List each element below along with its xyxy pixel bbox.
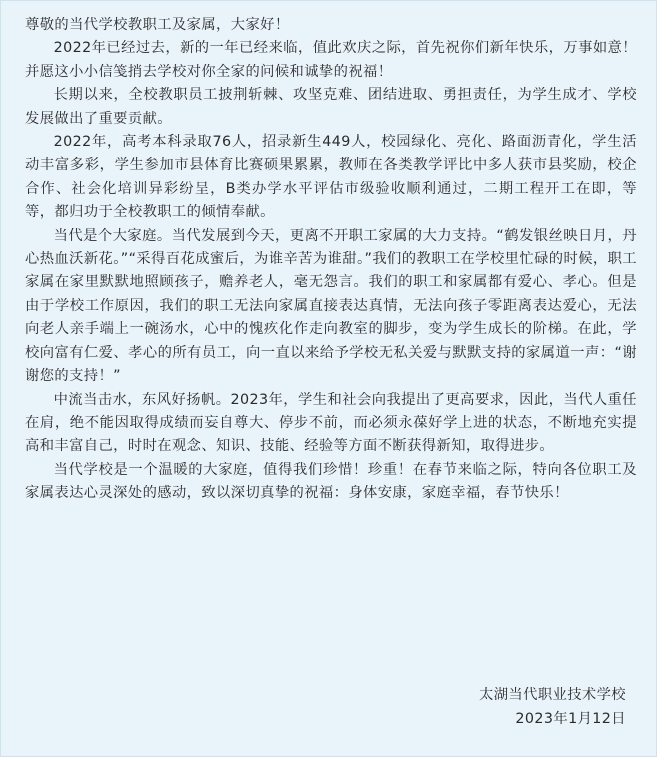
paragraph: 当代学校是一个温暖的大家庭，值得我们珍惜！珍重！在春节来临之际，特向各位职工及家属表达心灵深处的感动，致以深切真挚的祝福：身体安康，家庭幸福，春节快乐！ [25,461,637,502]
signature-organization: 太湖当代职业技术学校 [479,687,626,703]
paragraph: 中流当击水，东风好扬帆。2023年，学生和社会向我提出了更高要求，因此，当代人重任在肩，绝不能因取得成绩而妄自尊大、停步不前，而必须永葆好学上进的状态，不断地充实提高和丰富自己，时时在观念、知识、技能、经验等方面不断获得新知，取得进步。 [25,391,637,455]
paragraph: 当代是个大家庭。当代发展到今天，更离不开职工家属的大力支持。“鹤发银丝映日月，丹心热血沃新花。”“采得百花成蜜后，为谁辛苦为谁甜。”我们的教职工在学校里忙碌的时候，职工家属在家里默默地照顾孩子，赡养老人，毫无怨言。我们的职工和家属都有爱心、孝心。但是由于学校工作原因，我们的职工无法向家属直接表达真情，无法向孩子零距离表达爱心，无法向老人亲手端上一碗汤水，心中的愧疚化作走向教室的脚步，变为学生成长的阶梯。在此，学校向富有仁爱、孝心的所有员工，向一直以来给予学校无私关爱与默默支持的家属道一声：“谢谢您的支持！” [25,227,637,385]
paragraph: 长期以来，全校教职员工披荆斩棘、攻坚克难、团结进取、勇担责任，为学生成才、学校发展做出了重要贡献。 [25,87,637,127]
paragraph: 2022年已经过去，新的一年已经来临，值此欢庆之际，首先祝你们新年快乐，万事如意！并愿这小小信笺捎去学校对你全家的问候和诚挚的祝福！ [25,40,637,80]
letter-body [25,14,637,506]
greeting: 尊敬的当代学校教职工及家属，大家好！ [25,17,290,33]
paragraph: 2022年，高考本科录取76人，招录新生449人，校园绿化、亮化、路面沥青化，学生活动丰富多彩，学生参加市县体育比赛硕果累累，教师在各类教学评比中多人获市县奖励，校企合作、社会化培训异彩纷呈，B类办学水平评估市级验收顺利通过，二期工程开工在即，等等，都归功于全校教职工的倾情奉献。 [25,134,637,221]
signature-date: 2023年1月12日 [515,711,626,727]
